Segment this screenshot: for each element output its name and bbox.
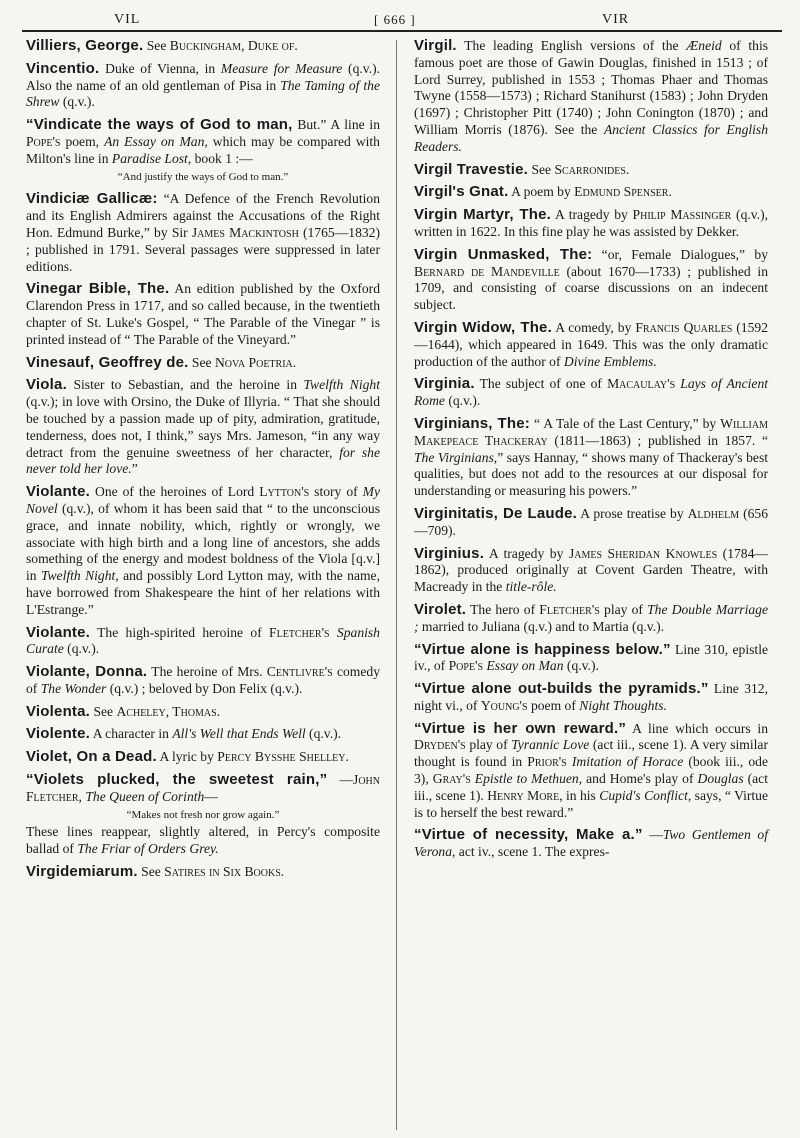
entry-text: But.” A line in: [297, 117, 380, 133]
entry-text: act iv., scene 1. The expres-: [455, 844, 610, 860]
entry-text: play of: [465, 737, 512, 753]
entry-text: Sister to Sebastian, and the heroine in: [73, 377, 304, 393]
dictionary-entry: [414, 506, 768, 540]
dictionary-entry: [414, 681, 768, 715]
work-title: The Virginians,: [414, 449, 498, 465]
dictionary-entry: [26, 864, 380, 881]
entry-text: poem,: [60, 133, 105, 149]
entry-text: married to Juliana (q.v.) and to Martia (q.v.).: [418, 618, 665, 634]
entry-text: (1811—1863) ; published in 1857. “: [547, 432, 768, 448]
entry-text: Line 312, night vi., of: [414, 681, 768, 713]
work-title: Ancient Classics for English Readers.: [414, 121, 769, 154]
dictionary-entry: [26, 61, 380, 111]
author-name: Henry More,: [487, 787, 563, 803]
entry-text: play of: [599, 601, 648, 617]
entry-text: (q.v.), written in 1622. In this fine play he was assisted by Dekker.: [414, 207, 769, 239]
entry-text: A character in: [92, 726, 173, 742]
header-right-word: VIR: [602, 12, 630, 27]
dictionary-entry: [26, 191, 380, 275]
author-name: Lytton's: [259, 484, 310, 500]
entry-text: The heroine of Mrs.: [151, 664, 267, 680]
entry-headword: Violante, Donna.: [26, 663, 148, 681]
work-title: Lays of Ancient Rome: [414, 376, 769, 409]
entry-headword: Virolet.: [414, 600, 467, 618]
dictionary-entry: [26, 772, 380, 858]
work-title: The Taming of the Shrew: [26, 77, 380, 110]
author-name: Acheley, Thomas.: [116, 703, 221, 719]
entry-headword: Vindiciæ Gallicæ:: [26, 190, 158, 208]
dictionary-entry: [414, 247, 768, 314]
entry-headword: Virginius.: [414, 544, 485, 562]
author-name: Philip Massinger: [632, 207, 732, 223]
work-title: Douglas: [697, 771, 744, 787]
left-column: [26, 38, 380, 887]
author-name: Young's: [480, 697, 528, 713]
author-name: Centlivre's: [266, 664, 333, 680]
author-name: William Makepeace Thackeray: [414, 415, 768, 448]
author-name: Pope's: [26, 133, 61, 149]
right-column: [414, 38, 768, 867]
dictionary-entry: [414, 416, 768, 500]
author-name: Satires in Six Books.: [164, 864, 285, 880]
work-title: Twelfth Night: [303, 377, 380, 393]
entry-headword: Virgil's Gnat.: [414, 183, 509, 201]
entry-headword: Virgil.: [414, 37, 457, 54]
dictionary-entry: [414, 162, 768, 179]
entry-headword: Villiers, George.: [26, 37, 144, 54]
entry-text: See: [93, 703, 117, 719]
entry-text: comedy of: [26, 664, 380, 696]
entry-text: (q.v.).: [305, 726, 342, 742]
entry-text: “or, Female Dialogues,” by: [601, 246, 768, 262]
entry-text: (1765—1832) ; published in 1791. Several passages were suppressed in later editions.: [26, 224, 380, 274]
dictionary-entry: [26, 377, 380, 478]
entry-headword: “Vindicate the ways of God to man,: [26, 116, 293, 134]
entry-text: The hero of: [470, 601, 540, 617]
entry-headword: Virgin Martyr, The.: [414, 206, 552, 224]
entry-text: and possibly Lord Lytton may, with the name, have borrowed from Shakespeare the hint of her relations with L'Estrange.”: [26, 568, 380, 617]
author-name: Fletcher's: [269, 624, 330, 640]
entry-headword: Violet, On a Dead.: [26, 748, 157, 766]
entry-text: (act iii., scene 1). A very similar thought is found in: [414, 737, 768, 770]
work-title: Cupid's Conflict,: [599, 787, 692, 803]
entry-headword: Violenta.: [26, 702, 91, 720]
work-title: The Double Marriage ;: [414, 601, 768, 634]
dictionary-entry: [414, 827, 768, 861]
entry-text: poem of: [527, 697, 580, 713]
author-name: Edmund Spenser.: [574, 184, 672, 200]
entry-text: Line 310, epistle iv., of: [414, 641, 769, 674]
dictionary-entry: [414, 184, 768, 201]
entry-text: See: [146, 38, 170, 53]
entry-text: (1592—1644), which appeared in 1649. This was the only dramatic production of the author of: [414, 319, 768, 369]
entry-headword: Violante.: [26, 483, 91, 501]
entry-text: “A Defence of the French Revolution and its English Admirers against the Accusations of the Right Hon. Edmund Burke,” by Sir: [26, 191, 381, 240]
entry-text: (q.v.).: [59, 94, 95, 110]
work-title: Divine Emblems.: [563, 353, 657, 369]
entry-text: A poem by: [511, 184, 575, 200]
entry-text: [330, 625, 337, 640]
dictionary-entry: [26, 704, 380, 721]
entry-text: See: [191, 354, 215, 370]
header-rule: [22, 30, 782, 32]
entry-headword: Virgin Widow, The.: [414, 318, 552, 336]
work-title: title-rôle.: [505, 579, 557, 595]
entry-headword: Virginitatis, De Laude.: [414, 504, 578, 522]
entry-text: A prose treatise by: [580, 505, 688, 521]
dictionary-entry: [26, 281, 380, 348]
author-name: Nova Poetria.: [214, 354, 297, 370]
author-name: Prior's: [527, 754, 567, 770]
entry-text: ”: [131, 461, 138, 477]
dictionary-entry: [26, 749, 380, 766]
dictionary-entry: [414, 376, 768, 410]
quoted-line: “Makes not fresh nor grow again.”: [126, 808, 280, 821]
entry-headword: Vinegar Bible, The.: [26, 280, 170, 298]
entry-text: A tragedy by: [554, 207, 633, 223]
entry-text: The leading English versions of the: [464, 38, 687, 53]
entry-text: —: [649, 827, 663, 843]
entry-text: —: [339, 772, 354, 788]
entry-text: A line which occurs in: [632, 720, 768, 736]
entry-text: “ A Tale of the Last Century,” by: [533, 415, 721, 431]
entry-text: These lines reappear, slightly altered, in Percy's composite ballad of: [26, 824, 380, 857]
dictionary-entry: [414, 602, 768, 636]
entry-text: in his: [562, 787, 600, 803]
dictionary-entry: [414, 642, 768, 676]
entry-text: A tragedy by: [488, 545, 569, 561]
work-title: Measure for Measure: [220, 60, 343, 76]
entry-headword: Virgidemiarum.: [26, 863, 138, 881]
entry-text: of this famous poet are those of Gawin Douglas, finished in 1513 ; of Lord Surrey, published in 1553 ; Thomas Phaer and Thomas Twyne (1558—1573) ; Richard Stanihurst (1583) ; John Dryden (1697) ; Christopher Pitt (1740) ; John Conington (1870) ; and William Morris (1876). See the: [414, 38, 769, 137]
entry-text: See: [531, 161, 555, 177]
work-title: Tyrannic Love: [511, 737, 590, 753]
page-number: [ 666 ]: [374, 12, 416, 27]
entry-headword: Virgin Unmasked, The:: [414, 245, 593, 263]
entry-headword: Vincentio.: [26, 59, 100, 77]
entry-text: book 1 :—: [191, 150, 253, 166]
author-name: Fletcher's: [539, 601, 600, 617]
work-title: The Queen of Corinth: [85, 788, 205, 804]
entry-text: (q.v.).: [444, 393, 481, 409]
dictionary-entry: [414, 546, 768, 596]
work-title: Night Thoughts.: [579, 697, 667, 713]
dictionary-entry: [26, 484, 380, 618]
entry-headword: Virgil Travestie.: [414, 160, 529, 178]
author-name: Buckingham, Duke of.: [169, 38, 298, 53]
author-name: James Sheridan Knowles: [568, 545, 718, 561]
entry-text: A lyric by: [159, 749, 218, 765]
entry-text: (1784—1862), produced originally at Covent Garden Theatre, with Macready in the: [414, 545, 768, 595]
entry-headword: Violante.: [26, 623, 91, 641]
author-name: Scarronides.: [554, 161, 630, 177]
dictionary-entry: [26, 117, 380, 185]
author-name: Francis Quarles: [635, 319, 733, 335]
dictionary-entry: [414, 320, 768, 370]
entry-text: (q.v.); in love with Orsino, the Duke of Illyria. “ That she should be touched by a passion made up of pity, admiration, gratitude, tenderness, does not, I think,” says Mrs. Jameson, “in any way detract from the genuine sweetness of her character,: [26, 394, 380, 460]
entry-text: story of: [309, 484, 363, 500]
entry-text: which may be compared with Milton's line in: [26, 133, 380, 166]
dictionary-entry: [26, 38, 380, 55]
work-title: for she never told her love.: [26, 444, 380, 477]
entry-text: The subject of one of: [479, 376, 608, 392]
entry-headword: Violente.: [26, 725, 91, 743]
work-title: An Essay on Man,: [104, 133, 208, 149]
entry-text: (q.v.).: [563, 658, 599, 674]
entry-text: (q.v.).: [63, 641, 100, 657]
entry-headword: Viola.: [26, 376, 67, 394]
author-name: Gray's: [432, 771, 471, 787]
entry-text: One of the heroines of Lord: [95, 484, 260, 500]
entry-text: (q.v.) ; beloved by Don Felix (q.v.).: [106, 680, 303, 696]
dictionary-entry: [26, 726, 380, 743]
quoted-line: “And justify the ways of God to man.”: [117, 170, 289, 183]
author-name: Pope's: [448, 658, 484, 674]
work-title: My Novel: [26, 484, 380, 516]
entry-headword: “Virtue of necessity, Make a.”: [414, 826, 643, 844]
work-title: Essay on Man: [486, 658, 564, 674]
work-title: Twelfth Night,: [40, 568, 119, 584]
dictionary-entry: [26, 625, 380, 659]
entry-text: An edition published by the Oxford Clarendon Press in 1717, and so called because, in the twentieth chapter of St. Luke's Gospel, “ The Parable of the Vinegar ” is printed instead of “ The Parable of the Vineyard.”: [26, 281, 381, 347]
work-title: All's Well that Ends Well: [172, 726, 306, 742]
entry-text: (q.v.). Also the name of an old gentleman of Pisa in: [26, 60, 381, 93]
author-name: John Fletcher,: [26, 772, 380, 804]
entry-headword: “Virtue alone is happiness below.”: [414, 640, 671, 658]
entry-text: (act iii., scene 1).: [414, 771, 768, 803]
work-title: Paradise Lost,: [111, 150, 192, 166]
entry-text: A comedy, by: [555, 319, 636, 335]
dictionary-entry: [26, 664, 380, 698]
work-title: Imitation of Horace: [571, 754, 684, 770]
entry-text: ” says Hannay, “ shows many of Thackeray's best qualities, but does not add to the resources at our disposal for understanding or measuring his powers.”: [414, 449, 769, 499]
entry-text: See: [141, 864, 165, 880]
work-title: The Friar of Orders Grey.: [77, 841, 219, 857]
entry-headword: “Virtue alone out-builds the pyramids.”: [414, 680, 709, 698]
work-title: Spanish Curate: [26, 624, 380, 657]
author-name: James Mackintosh: [191, 224, 299, 240]
entry-text: and Home's play of: [582, 771, 698, 787]
work-title: Æneid: [686, 38, 722, 53]
entry-text: The high-spirited heroine of: [97, 624, 270, 640]
dictionary-entry: [26, 355, 380, 372]
entry-text: —: [204, 788, 218, 804]
entry-text: says, “ Virtue is to herself the best reward.”: [414, 787, 768, 820]
author-name: Dryden's: [414, 737, 466, 753]
column-divider: [396, 40, 397, 1130]
entry-headword: “Virtue is her own reward.”: [414, 719, 627, 737]
work-title: Epistle to Methuen,: [474, 771, 583, 787]
author-name: Aldhelm: [687, 505, 740, 521]
header-left-word: VIL: [114, 12, 141, 27]
entry-text: (656—709).: [414, 505, 768, 538]
dictionary-entry: [414, 38, 768, 156]
work-title: The Wonder: [40, 680, 107, 696]
author-name: Macaulay's: [607, 376, 676, 392]
entry-text: Duke of Vienna, in: [105, 60, 221, 76]
work-title: Two Gentlemen of Verona,: [414, 827, 768, 860]
entry-headword: Virginia.: [414, 375, 475, 393]
entry-text: (book iii., ode 3),: [414, 754, 768, 787]
entry-headword: Virginians, The:: [414, 414, 530, 432]
author-name: Percy Bysshe Shelley.: [217, 749, 349, 765]
entry-headword: “Violets plucked, the sweetest rain,”: [26, 771, 328, 789]
dictionary-entry: [414, 721, 768, 822]
entry-headword: Vinesauf, Geoffrey de.: [26, 353, 189, 371]
entry-text: (q.v.), of whom it has been said that “ to the unconscious grace, and innate nobility, which, rightly or wrongly, we associate with high birth and a long line of ancestors, she adds something of the energy and modest boldness of the Viola [q.v.] in: [26, 500, 380, 584]
dictionary-entry: [414, 207, 768, 241]
entry-text: (about 1670—1733) ; published in 1709, and consisting of coarse discussions on an indecent subject.: [414, 263, 768, 313]
author-name: Bernard de Mandeville: [414, 263, 560, 279]
